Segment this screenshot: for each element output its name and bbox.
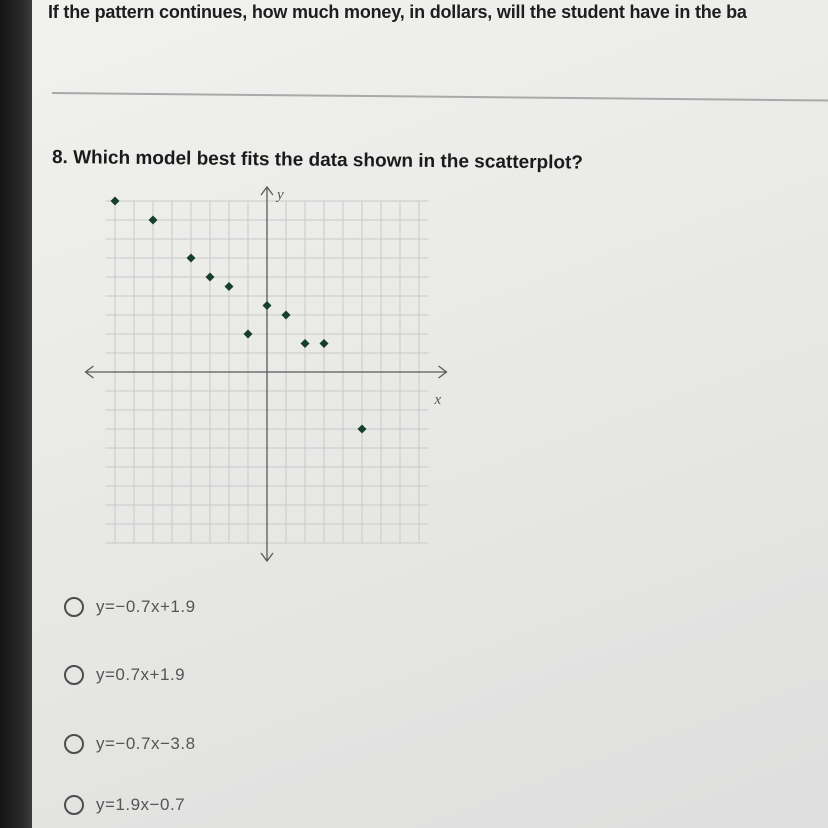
question-title: 8. Which model best fits the data shown in the scatterplot? <box>51 147 584 174</box>
y-axis-label: y <box>277 187 284 203</box>
option-b-label: y=0.7x+1.9 <box>96 665 186 684</box>
option-c[interactable] <box>64 729 196 759</box>
data-point <box>320 339 329 348</box>
screen-bezel <box>0 0 32 828</box>
option-a[interactable] <box>64 592 196 622</box>
data-point <box>301 339 310 348</box>
radio-button-b[interactable] <box>64 665 84 685</box>
scatterplot <box>60 178 480 578</box>
data-point <box>149 216 158 225</box>
data-point <box>225 282 234 291</box>
x-axis-label: x <box>434 392 442 408</box>
data-point <box>263 301 272 310</box>
option-b[interactable] <box>64 660 185 690</box>
previous-question-text: If the pattern continues, how much money, in dollars, will the student have in the ba <box>48 2 747 22</box>
radio-button-a[interactable] <box>64 597 84 617</box>
option-a-label: y=−0.7x+1.9 <box>96 597 196 616</box>
option-d-label: y=1.9x−0.7 <box>96 795 186 814</box>
radio-button-c[interactable] <box>64 734 84 754</box>
data-point <box>244 330 253 339</box>
option-c-label: y=−0.7x−3.8 <box>96 734 196 753</box>
radio-button-d[interactable] <box>64 795 84 815</box>
option-d[interactable] <box>64 790 185 820</box>
data-point <box>111 197 120 206</box>
data-point <box>282 311 291 320</box>
data-point <box>187 254 196 263</box>
data-point <box>358 425 367 434</box>
data-point <box>206 273 215 282</box>
